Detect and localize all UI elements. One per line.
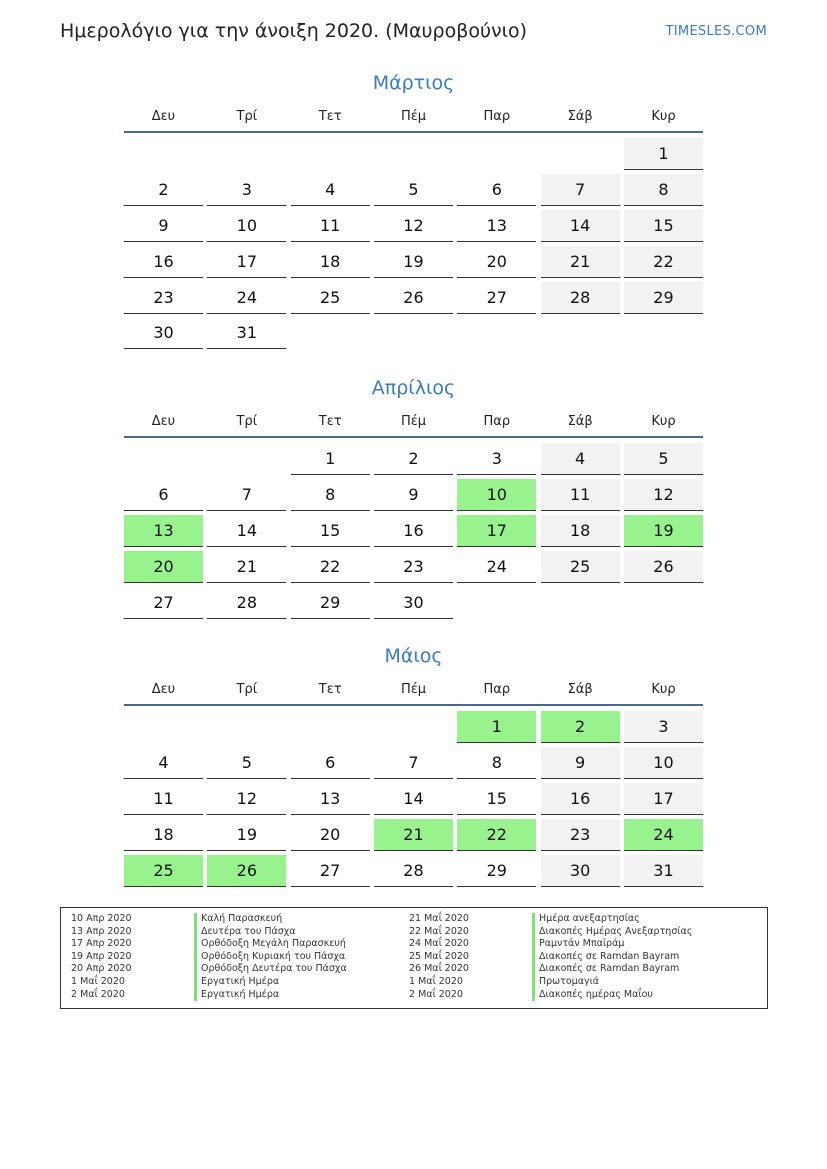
day-cell[interactable]: 14 bbox=[541, 210, 620, 242]
day-cell[interactable]: 25 bbox=[291, 282, 370, 314]
holiday-day-cell[interactable]: 13 bbox=[124, 515, 203, 547]
day-cell[interactable]: 7 bbox=[207, 479, 286, 511]
legend-holiday-name: Ημέρα ανεξαρτησίας bbox=[532, 913, 692, 926]
empty-cell bbox=[541, 138, 620, 170]
legend-date: 20 Απρ 2020 bbox=[71, 963, 132, 975]
day-cell[interactable]: 11 bbox=[541, 479, 620, 511]
day-cell[interactable]: 31 bbox=[624, 855, 703, 887]
weekday-label: Τετ bbox=[318, 109, 342, 124]
weekday-label: Τρί bbox=[236, 109, 258, 124]
day-cell[interactable]: 27 bbox=[124, 587, 203, 619]
day-cell[interactable]: 28 bbox=[207, 587, 286, 619]
day-cell[interactable]: 2 bbox=[374, 443, 453, 475]
empty-cell bbox=[457, 138, 536, 170]
brand-link[interactable]: TIMESLES.COM bbox=[665, 24, 767, 39]
day-cell[interactable]: 14 bbox=[374, 783, 453, 815]
legend-holiday-name: Εργατική Ημέρα bbox=[194, 989, 347, 1002]
day-cell[interactable]: 23 bbox=[541, 819, 620, 851]
legend-date: 17 Απρ 2020 bbox=[71, 938, 132, 950]
day-cell[interactable]: 13 bbox=[457, 210, 536, 242]
header-divider bbox=[124, 131, 703, 133]
day-cell[interactable]: 12 bbox=[624, 479, 703, 511]
weekday-header bbox=[124, 675, 703, 704]
month-title: Μάρτιος bbox=[372, 72, 455, 94]
weekday-label: Σάβ bbox=[567, 109, 593, 124]
legend-date: 2 Μαΐ 2020 bbox=[71, 988, 125, 1000]
day-cell[interactable]: 6 bbox=[291, 747, 370, 779]
day-cell[interactable]: 22 bbox=[624, 246, 703, 278]
day-cell[interactable]: 17 bbox=[207, 246, 286, 278]
holiday-day-cell[interactable]: 1 bbox=[457, 711, 536, 743]
day-cell[interactable]: 16 bbox=[541, 783, 620, 815]
legend-dates-left bbox=[71, 913, 132, 1001]
page-title: Ημερολόγιο για την άνοιξη 2020. (Μαυροβούνιο) bbox=[60, 20, 528, 42]
day-cell[interactable]: 25 bbox=[541, 551, 620, 583]
day-cell[interactable]: 21 bbox=[207, 551, 286, 583]
weekday-label: Πέμ bbox=[400, 414, 427, 429]
holiday-day-cell[interactable]: 19 bbox=[624, 515, 703, 547]
day-cell[interactable]: 4 bbox=[541, 443, 620, 475]
empty-cell bbox=[207, 443, 286, 475]
day-cell[interactable]: 8 bbox=[624, 174, 703, 206]
legend-holiday-name: Διακοπές σε Ramdan Bayram bbox=[532, 951, 692, 964]
day-cell[interactable]: 5 bbox=[624, 443, 703, 475]
empty-cell bbox=[291, 711, 370, 743]
day-cell[interactable]: 28 bbox=[541, 282, 620, 314]
legend-date: 1 Μαΐ 2020 bbox=[409, 975, 463, 987]
day-cell[interactable]: 3 bbox=[207, 174, 286, 206]
weekday-label: Παρ bbox=[483, 682, 511, 697]
day-cell[interactable]: 5 bbox=[374, 174, 453, 206]
day-cell[interactable]: 6 bbox=[124, 479, 203, 511]
day-cell[interactable]: 3 bbox=[457, 443, 536, 475]
holiday-day-cell[interactable]: 17 bbox=[457, 515, 536, 547]
day-cell[interactable]: 2 bbox=[124, 174, 203, 206]
weekday-label: Παρ bbox=[483, 109, 511, 124]
day-cell[interactable]: 16 bbox=[374, 515, 453, 547]
weekday-label: Δευ bbox=[151, 109, 176, 124]
legend-date: 26 Μαΐ 2020 bbox=[409, 963, 469, 975]
day-cell[interactable]: 13 bbox=[291, 783, 370, 815]
empty-cell bbox=[291, 138, 370, 170]
day-cell[interactable]: 16 bbox=[124, 246, 203, 278]
legend-date: 22 Μαΐ 2020 bbox=[409, 925, 469, 937]
header-divider bbox=[124, 704, 703, 706]
day-cell[interactable]: 29 bbox=[457, 855, 536, 887]
day-cell[interactable]: 18 bbox=[291, 246, 370, 278]
day-cell[interactable]: 29 bbox=[291, 587, 370, 619]
day-cell[interactable]: 4 bbox=[124, 747, 203, 779]
day-cell[interactable]: 28 bbox=[374, 855, 453, 887]
weekday-label: Τετ bbox=[318, 682, 342, 697]
weekday-label: Πέμ bbox=[400, 682, 427, 697]
legend-holiday-name: Καλή Παρασκευή bbox=[194, 913, 347, 926]
day-cell[interactable]: 1 bbox=[291, 443, 370, 475]
weekday-label: Δευ bbox=[151, 682, 176, 697]
day-cell[interactable]: 7 bbox=[374, 747, 453, 779]
empty-cell bbox=[124, 138, 203, 170]
weekday-label: Κυρ bbox=[651, 109, 676, 124]
day-cell[interactable]: 19 bbox=[374, 246, 453, 278]
day-cell[interactable]: 18 bbox=[541, 515, 620, 547]
day-cell[interactable]: 22 bbox=[291, 551, 370, 583]
legend-date: 25 Μαΐ 2020 bbox=[409, 950, 469, 962]
legend-names-left bbox=[194, 913, 347, 1001]
holiday-day-cell[interactable]: 24 bbox=[624, 819, 703, 851]
day-cell[interactable]: 3 bbox=[624, 711, 703, 743]
holiday-day-cell[interactable]: 10 bbox=[457, 479, 536, 511]
legend-date: 19 Απρ 2020 bbox=[71, 950, 132, 962]
weekday-header bbox=[124, 407, 703, 436]
day-grid bbox=[124, 443, 703, 619]
day-cell[interactable]: 9 bbox=[541, 747, 620, 779]
day-cell[interactable]: 21 bbox=[541, 246, 620, 278]
day-cell[interactable]: 8 bbox=[457, 747, 536, 779]
legend-date: 21 Μαΐ 2020 bbox=[409, 913, 469, 924]
day-cell[interactable]: 26 bbox=[374, 282, 453, 314]
holiday-day-cell[interactable]: 21 bbox=[374, 819, 453, 851]
legend-holiday-name: Ορθόδοξη Μεγάλη Παρασκευή bbox=[194, 938, 347, 951]
empty-cell bbox=[124, 443, 203, 475]
weekday-label: Δευ bbox=[151, 414, 176, 429]
day-grid bbox=[124, 711, 703, 887]
holiday-day-cell[interactable]: 2 bbox=[541, 711, 620, 743]
day-cell[interactable]: 15 bbox=[291, 515, 370, 547]
day-cell[interactable]: 20 bbox=[457, 246, 536, 278]
month-title: Μάιος bbox=[384, 645, 443, 667]
legend-date: 1 Μαΐ 2020 bbox=[71, 975, 125, 987]
day-cell[interactable]: 10 bbox=[624, 747, 703, 779]
empty-cell bbox=[124, 711, 203, 743]
empty-cell bbox=[374, 711, 453, 743]
day-cell[interactable]: 31 bbox=[207, 317, 286, 349]
legend-date: 24 Μαΐ 2020 bbox=[409, 938, 469, 950]
day-cell[interactable]: 15 bbox=[624, 210, 703, 242]
day-cell[interactable]: 20 bbox=[291, 819, 370, 851]
day-cell[interactable]: 9 bbox=[124, 210, 203, 242]
weekday-label: Σάβ bbox=[567, 682, 593, 697]
legend-holiday-name: Εργατική Ημέρα bbox=[194, 976, 347, 989]
month-march bbox=[124, 68, 703, 349]
day-cell[interactable]: 18 bbox=[124, 819, 203, 851]
legend-date: 13 Απρ 2020 bbox=[71, 925, 132, 937]
month-april bbox=[124, 373, 703, 619]
legend-holiday-name: Διακοπές σε Ramdan Bayram bbox=[532, 963, 692, 976]
weekday-label: Τρί bbox=[236, 682, 258, 697]
day-cell[interactable]: 8 bbox=[291, 479, 370, 511]
legend-date: 2 Μαΐ 2020 bbox=[409, 988, 463, 1000]
day-cell[interactable]: 1 bbox=[624, 138, 703, 170]
day-cell[interactable]: 5 bbox=[207, 747, 286, 779]
weekday-label: Σάβ bbox=[567, 414, 593, 429]
empty-cell bbox=[374, 138, 453, 170]
day-cell[interactable]: 23 bbox=[374, 551, 453, 583]
day-cell[interactable]: 30 bbox=[124, 317, 203, 349]
weekday-label: Τρί bbox=[236, 414, 258, 429]
legend-names-right bbox=[532, 913, 692, 1001]
day-cell[interactable]: 7 bbox=[541, 174, 620, 206]
day-cell[interactable]: 24 bbox=[207, 282, 286, 314]
legend-holiday-name: Ορθόδοξη Δευτέρα του Πάσχα bbox=[194, 963, 347, 976]
holiday-day-cell[interactable]: 20 bbox=[124, 551, 203, 583]
holiday-day-cell[interactable]: 22 bbox=[457, 819, 536, 851]
legend-date: 10 Απρ 2020 bbox=[71, 913, 132, 924]
day-cell[interactable]: 14 bbox=[207, 515, 286, 547]
day-cell[interactable]: 29 bbox=[624, 282, 703, 314]
header-divider bbox=[124, 436, 703, 438]
legend-holiday-name: Διακοπές Ημέρας Ανεξαρτησίας bbox=[532, 926, 692, 939]
day-cell[interactable]: 9 bbox=[374, 479, 453, 511]
day-cell[interactable]: 17 bbox=[624, 783, 703, 815]
day-cell[interactable]: 11 bbox=[124, 783, 203, 815]
day-cell[interactable]: 19 bbox=[207, 819, 286, 851]
legend-holiday-name: Διακοπές ημέρας Μαΐου bbox=[532, 989, 692, 1002]
day-cell[interactable]: 26 bbox=[624, 551, 703, 583]
day-cell[interactable]: 30 bbox=[541, 855, 620, 887]
day-cell[interactable]: 4 bbox=[291, 174, 370, 206]
day-grid bbox=[124, 138, 703, 349]
weekday-label: Τετ bbox=[318, 414, 342, 429]
day-cell[interactable]: 12 bbox=[207, 783, 286, 815]
empty-cell bbox=[207, 138, 286, 170]
holiday-day-cell[interactable]: 25 bbox=[124, 855, 203, 887]
weekday-label: Κυρ bbox=[651, 414, 676, 429]
weekday-header bbox=[124, 102, 703, 131]
day-cell[interactable]: 11 bbox=[291, 210, 370, 242]
day-cell[interactable]: 27 bbox=[291, 855, 370, 887]
holiday-legend bbox=[60, 907, 768, 1009]
day-cell[interactable]: 23 bbox=[124, 282, 203, 314]
weekday-label: Παρ bbox=[483, 414, 511, 429]
legend-dates-right bbox=[409, 913, 469, 1001]
legend-holiday-name: Πρωτομαγιά bbox=[532, 976, 692, 989]
legend-holiday-name: Ραμντάν Μπαϊράμ bbox=[532, 938, 692, 951]
month-may bbox=[124, 641, 703, 887]
legend-holiday-name: Δευτέρα του Πάσχα bbox=[194, 926, 347, 939]
day-cell[interactable]: 12 bbox=[374, 210, 453, 242]
day-cell[interactable]: 6 bbox=[457, 174, 536, 206]
day-cell[interactable]: 15 bbox=[457, 783, 536, 815]
month-title: Απρίλιος bbox=[371, 377, 456, 399]
holiday-day-cell[interactable]: 26 bbox=[207, 855, 286, 887]
day-cell[interactable]: 27 bbox=[457, 282, 536, 314]
legend-holiday-name: Ορθόδοξη Κυριακή του Πάσχα bbox=[194, 951, 347, 964]
day-cell[interactable]: 10 bbox=[207, 210, 286, 242]
weekday-label: Πέμ bbox=[400, 109, 427, 124]
empty-cell bbox=[207, 711, 286, 743]
day-cell[interactable]: 24 bbox=[457, 551, 536, 583]
day-cell[interactable]: 30 bbox=[374, 587, 453, 619]
weekday-label: Κυρ bbox=[651, 682, 676, 697]
